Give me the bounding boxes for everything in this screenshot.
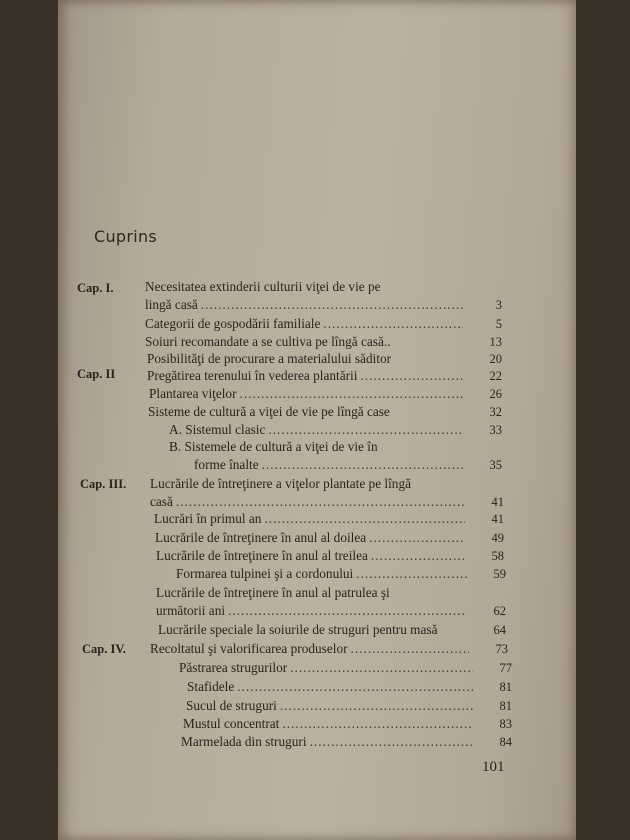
toc-entry-text: Stafidele bbox=[187, 679, 235, 694]
leader-dots bbox=[282, 716, 473, 732]
toc-entry-text: Mustul concentrat bbox=[183, 716, 280, 731]
chapter-label: Cap. I. bbox=[77, 281, 114, 295]
toc-entry-text: Marmelada din struguri bbox=[181, 734, 307, 749]
leader-dots bbox=[351, 641, 469, 657]
leader-dots bbox=[268, 422, 463, 438]
leader-dots bbox=[323, 316, 463, 332]
toc-entry bbox=[179, 660, 476, 676]
toc-entry bbox=[150, 641, 472, 657]
toc-entry-text: Formarea tulpinei şi a cordonului bbox=[176, 566, 354, 581]
toc-entry-text: Păstrarea strugurilor bbox=[179, 660, 288, 675]
toc-entry bbox=[145, 334, 466, 350]
leader-dots bbox=[310, 734, 473, 750]
chapter-label: Cap. III. bbox=[80, 477, 127, 491]
toc-entry-text: Recoltatul şi valorificarea produselor bbox=[150, 641, 348, 656]
toc-entry-text: Necesitatea extinderii culturii viţei de vie pe bbox=[145, 279, 381, 294]
leader-dots bbox=[369, 530, 465, 546]
toc-page-number: 22 bbox=[489, 369, 502, 383]
leader-dots bbox=[290, 660, 473, 676]
toc-page-number: 81 bbox=[499, 680, 512, 694]
toc-page-number: 3 bbox=[495, 298, 502, 312]
toc-entry bbox=[145, 297, 466, 313]
page-number: 101 bbox=[482, 759, 505, 775]
leader-dots bbox=[237, 679, 473, 695]
leader-dots bbox=[240, 386, 463, 402]
chapter-label: Cap. IV. bbox=[82, 642, 126, 656]
toc-entry-text: casă bbox=[150, 494, 173, 509]
toc-entry bbox=[148, 404, 466, 420]
toc-entry bbox=[145, 316, 466, 332]
toc-page-number: 26 bbox=[489, 387, 502, 401]
toc-entry-text: B. Sistemele de cultură a viţei de vie în bbox=[169, 439, 378, 454]
toc-page-number: 62 bbox=[493, 604, 506, 618]
toc-entry bbox=[155, 530, 468, 546]
toc-entry bbox=[158, 622, 470, 638]
toc-entry bbox=[183, 716, 476, 732]
toc-entry bbox=[156, 585, 470, 601]
toc-page-number: 20 bbox=[489, 352, 502, 366]
toc-page-number: 32 bbox=[489, 405, 502, 419]
toc-entry bbox=[149, 386, 466, 402]
toc-entry-text: Plantarea viţelor bbox=[149, 386, 237, 401]
leader-dots bbox=[228, 603, 467, 619]
toc-entry bbox=[145, 279, 466, 295]
toc-entry-text: Lucrări în primul an bbox=[154, 511, 262, 526]
toc-entry bbox=[186, 698, 476, 714]
toc-entry-text: Lucrările de întreţinere în anul al doilea bbox=[155, 530, 367, 545]
toc-entry-text: Lucrările de întreţinere în anul al treilea bbox=[156, 548, 368, 563]
toc-entry bbox=[194, 457, 466, 473]
toc-entry-text: A. Sistemul clasic bbox=[169, 422, 266, 437]
toc-entry-text: Lucrările speciale la soiurile de struguri pentru masă bbox=[158, 622, 438, 637]
leader-dots bbox=[280, 698, 473, 714]
leader-dots bbox=[264, 511, 465, 527]
toc-entry-text: Categorii de gospodării familiale bbox=[145, 316, 321, 331]
toc-page-number: 59 bbox=[493, 567, 506, 581]
toc-entry-text: Posibilităţi de procurare a materialului săditor bbox=[147, 351, 392, 366]
page-title: Cuprins bbox=[94, 227, 158, 246]
toc-entry bbox=[187, 679, 476, 695]
toc-page-number: 64 bbox=[493, 623, 506, 637]
toc-page-number: 81 bbox=[499, 699, 512, 713]
toc-page-number: 58 bbox=[491, 549, 504, 563]
leader-dots bbox=[262, 457, 463, 473]
toc-page-number: 49 bbox=[491, 531, 504, 545]
toc-page-number: 33 bbox=[489, 423, 502, 437]
leader-dots bbox=[371, 548, 465, 564]
toc-page-number: 73 bbox=[495, 642, 508, 656]
toc-entry-text: forme înalte bbox=[194, 457, 259, 472]
toc-entry bbox=[181, 734, 476, 750]
toc-page-number: 35 bbox=[489, 458, 502, 472]
toc-entry-text: Pregătirea terenului în vederea plantării bbox=[147, 368, 358, 383]
toc-entry-text: Soiuri recomandate a se cultiva pe lîngă casă.. bbox=[145, 334, 391, 349]
toc-page-number: 13 bbox=[489, 335, 502, 349]
leader-dots bbox=[356, 566, 467, 582]
toc-entry-text: Sucul de struguri bbox=[186, 698, 277, 713]
toc-entry bbox=[169, 422, 466, 438]
toc-page-number: 41 bbox=[491, 512, 504, 526]
leader-dots bbox=[176, 494, 465, 510]
toc-entry bbox=[150, 494, 468, 510]
toc-entry bbox=[156, 548, 468, 564]
toc-entry-text: următorii ani bbox=[156, 603, 226, 618]
toc-entry bbox=[169, 439, 466, 455]
toc-entry-text: Lucrările de întreţinere în anul al patrulea şi bbox=[156, 585, 390, 600]
toc-entry bbox=[147, 351, 466, 367]
toc-page-number: 41 bbox=[491, 495, 504, 509]
toc-entry bbox=[147, 368, 466, 384]
chapter-label: Cap. II bbox=[77, 367, 116, 381]
toc-page-number: 84 bbox=[499, 735, 512, 749]
toc-entry bbox=[154, 511, 468, 527]
toc-entry bbox=[176, 566, 470, 582]
leader-dots bbox=[201, 297, 463, 313]
toc-entry-text: lingă casă bbox=[145, 297, 198, 312]
toc-page-number: 77 bbox=[499, 661, 512, 675]
toc-page-number: 5 bbox=[495, 317, 502, 331]
leader-dots bbox=[360, 368, 463, 384]
toc-entry-text: Lucrările de întreţinere a viţelor plantate pe lîngă bbox=[150, 476, 412, 491]
toc-page-number: 83 bbox=[499, 717, 512, 731]
toc-entry-text: Sisteme de cultură a viţei de vie pe lîngă case bbox=[148, 404, 390, 419]
toc-entry bbox=[150, 476, 468, 492]
toc-entry bbox=[156, 603, 470, 619]
